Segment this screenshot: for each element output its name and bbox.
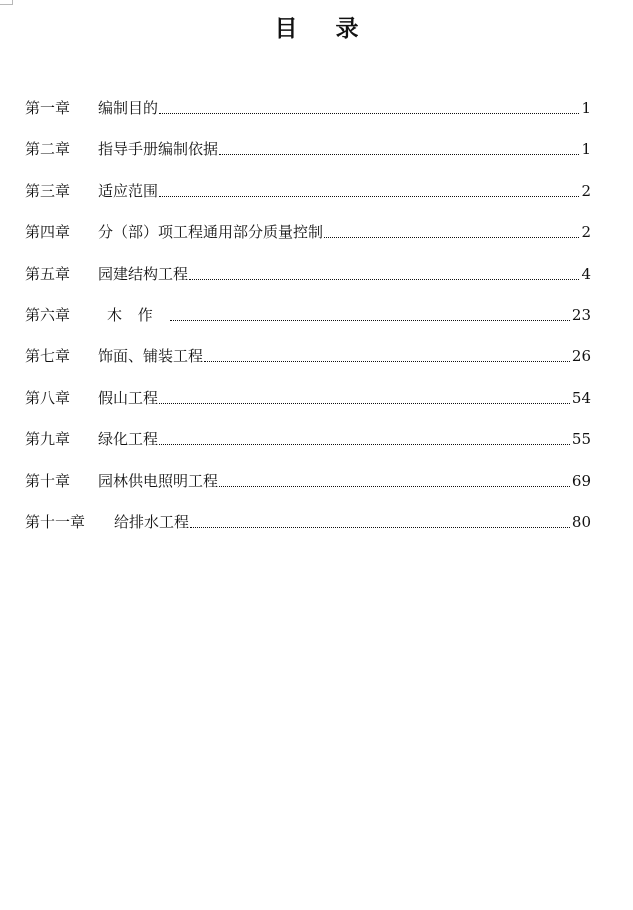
chapter-title: 绿化工程 bbox=[98, 430, 159, 449]
toc-entry-11[interactable] bbox=[25, 493, 591, 534]
page-number: 69 bbox=[571, 471, 591, 490]
toc-entry-7[interactable] bbox=[25, 327, 591, 368]
toc-entry-6[interactable] bbox=[25, 286, 591, 327]
chapter-number: 第六章 bbox=[25, 305, 71, 324]
dot-leader bbox=[189, 279, 579, 280]
dot-leader bbox=[159, 196, 579, 197]
title-character-lu: 录 bbox=[335, 15, 359, 42]
page-number: 26 bbox=[571, 347, 591, 366]
toc-entry-9[interactable] bbox=[25, 410, 591, 451]
page-number: 4 bbox=[581, 264, 591, 283]
chapter-number: 第一章 bbox=[25, 99, 71, 117]
toc-entry-5[interactable] bbox=[25, 244, 591, 285]
chapter-title: 园林供电照明工程 bbox=[98, 471, 219, 490]
chapter-number: 第三章 bbox=[25, 181, 71, 200]
dot-leader bbox=[324, 237, 579, 238]
chapter-title: 分（部）项工程通用部分质量控制 bbox=[98, 223, 324, 242]
toc-entry-10[interactable] bbox=[25, 451, 591, 492]
chapter-title: 假山工程 bbox=[98, 388, 159, 407]
chapter-title: 给排水工程 bbox=[114, 512, 190, 531]
dot-leader bbox=[219, 154, 579, 155]
title-character-mu: 目 bbox=[274, 15, 298, 42]
page-number: 1 bbox=[581, 99, 591, 117]
chapter-number: 第八章 bbox=[25, 388, 71, 407]
toc-entry-8[interactable] bbox=[25, 368, 591, 409]
page-number: 55 bbox=[571, 430, 591, 449]
page-number: 1 bbox=[581, 140, 591, 159]
table-of-contents bbox=[25, 96, 591, 534]
dot-leader bbox=[159, 444, 570, 445]
dot-leader bbox=[159, 113, 579, 114]
page-number: 2 bbox=[581, 223, 591, 242]
page-corner-mark bbox=[0, 0, 13, 5]
chapter-title: 园建结构工程 bbox=[98, 264, 189, 283]
toc-entry-1[interactable] bbox=[25, 96, 591, 120]
chapter-number: 第二章 bbox=[25, 140, 71, 159]
dot-leader bbox=[190, 527, 570, 528]
dot-leader bbox=[204, 361, 570, 362]
page-number: 23 bbox=[571, 305, 591, 324]
chapter-number: 第五章 bbox=[25, 264, 71, 283]
page-number: 54 bbox=[571, 388, 591, 407]
chapter-number: 第七章 bbox=[25, 347, 71, 366]
chapter-title: 编制目的 bbox=[98, 99, 159, 117]
toc-entry-4[interactable] bbox=[25, 203, 591, 244]
chapter-number: 第十章 bbox=[25, 471, 71, 490]
toc-entry-3[interactable] bbox=[25, 161, 591, 202]
chapter-title: 指导手册编制依据 bbox=[98, 140, 219, 159]
chapter-title: 适应范围 bbox=[98, 181, 159, 200]
dot-leader bbox=[219, 486, 570, 487]
chapter-number: 第四章 bbox=[25, 223, 71, 242]
toc-entry-2[interactable] bbox=[25, 120, 591, 161]
dot-leader bbox=[170, 320, 570, 321]
page-number: 2 bbox=[581, 181, 591, 200]
chapter-title: 木作 bbox=[107, 305, 169, 324]
document-title bbox=[0, 10, 633, 43]
page-number: 80 bbox=[571, 512, 591, 531]
chapter-number: 第十一章 bbox=[25, 512, 86, 531]
chapter-title: 饰面、铺装工程 bbox=[98, 347, 204, 366]
chapter-number: 第九章 bbox=[25, 430, 71, 449]
dot-leader bbox=[159, 403, 570, 404]
